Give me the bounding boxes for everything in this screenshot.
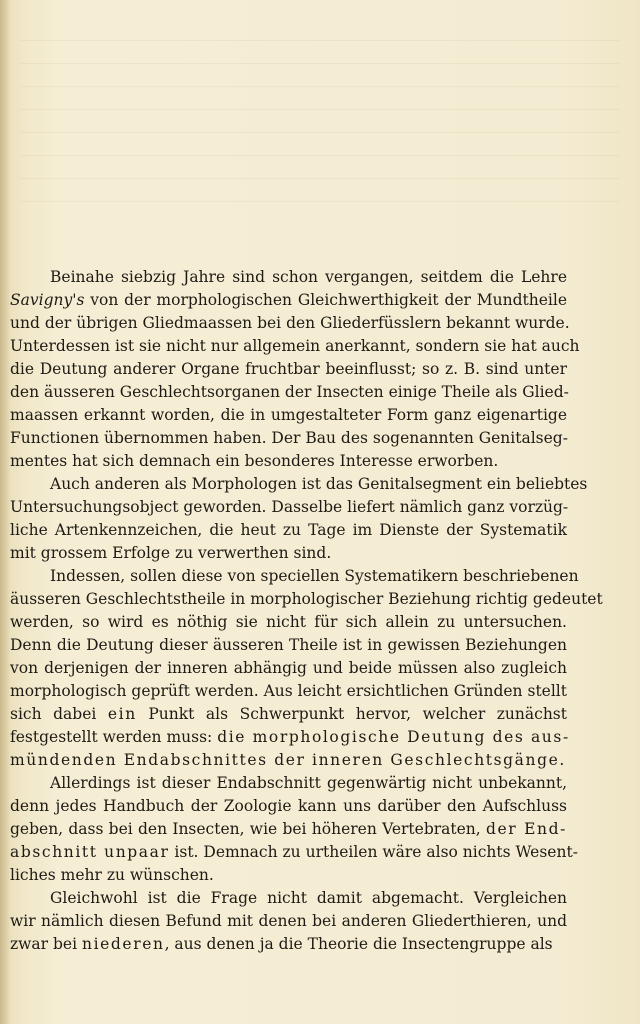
text-run: Auch anderen als Morphologen ist das Genitalsegment ein beliebtes xyxy=(50,475,588,493)
spaced-emphasis-text: niederen xyxy=(82,935,165,953)
text-line xyxy=(10,450,567,473)
text-line xyxy=(10,887,567,910)
text-run: maassen erkannt worden, die in umgestalteter Form ganz eigenartige xyxy=(10,406,567,424)
text-line xyxy=(10,749,567,772)
text-run: Untersuchungsobject geworden. Dasselbe liefert nämlich ganz vorzüg- xyxy=(10,498,569,516)
text-line xyxy=(10,910,567,933)
paragraph xyxy=(10,565,603,772)
text-run: Allerdings ist dieser Endabschnitt gegenwärtig nicht unbekannt, xyxy=(50,774,567,792)
paragraph xyxy=(10,887,567,956)
paragraph xyxy=(10,266,580,473)
text-run: Beinahe siebzig Jahre sind schon vergangen, seitdem die Lehre xyxy=(50,268,567,286)
text-run: liche Artenkennzeichen, die heut zu Tage im Dienste der Systematik xyxy=(10,521,567,539)
text-run: morphologisch geprüft werden. Aus leicht ersichtlichen Gründen stellt xyxy=(10,682,567,700)
text-run: Unterdessen ist sie nicht nur allgemein anerkannt, sondern sie hat auch xyxy=(10,337,580,355)
page-body-text xyxy=(10,266,603,956)
text-line xyxy=(10,634,567,657)
spaced-emphasis-text: mündenden Endabschnittes der inneren Geschlechtsgänge. xyxy=(10,751,566,769)
text-line xyxy=(10,680,567,703)
text-line xyxy=(10,933,567,956)
text-line xyxy=(10,496,567,519)
text-line xyxy=(10,289,567,312)
text-run: Functionen übernommen haben. Der Bau des sogenannten Genitalseg- xyxy=(10,429,568,447)
text-run: von der morphologischen Gleichwerthigkeit der Mundtheile xyxy=(84,291,567,309)
paragraph xyxy=(10,772,578,887)
text-run: Punkt als Schwerpunkt hervor, welcher zunächst xyxy=(136,705,567,723)
spaced-emphasis-text: abschnitt unpaar xyxy=(10,843,170,861)
text-line xyxy=(10,818,567,841)
text-run: mentes hat sich demnach ein besonderes Interesse erworben. xyxy=(10,452,499,470)
text-run: festgestellt werden muss: xyxy=(10,728,218,746)
text-line xyxy=(10,542,567,565)
text-line xyxy=(10,266,567,289)
text-run: die Deutung anderer Organe fruchtbar beeinflusst; so z. B. sind unter xyxy=(10,360,567,378)
text-line xyxy=(10,358,567,381)
text-line xyxy=(10,381,567,404)
text-line xyxy=(10,588,603,611)
spaced-emphasis-text: der End- xyxy=(485,820,567,838)
text-run: ist. Demnach zu urtheilen wäre also nichts Wesent- xyxy=(169,843,578,861)
text-line xyxy=(10,726,570,749)
text-line xyxy=(10,703,567,726)
spaced-emphasis-text: die morphologische Deutung des aus- xyxy=(217,728,570,746)
text-run: liches mehr zu wünschen. xyxy=(10,866,214,884)
text-line xyxy=(10,427,567,450)
text-line xyxy=(10,335,580,358)
show-through-text xyxy=(20,40,620,220)
text-line xyxy=(10,864,567,887)
paragraph xyxy=(10,473,588,565)
text-line xyxy=(10,772,567,795)
text-run: Indessen, sollen diese von speciellen Systematikern beschriebenen xyxy=(50,567,579,585)
text-run: mit grossem Erfolge zu verwerthen sind. xyxy=(10,544,332,562)
text-run: sich dabei xyxy=(10,705,108,723)
text-run: äusseren Geschlechtstheile in morphologischer Beziehung richtig gedeutet xyxy=(10,590,603,608)
text-run: und der übrigen Gliedmaassen bei den Gliederfüsslern bekannt wurde. xyxy=(10,314,570,332)
text-line xyxy=(10,795,567,818)
text-line xyxy=(10,404,567,427)
spaced-emphasis-text: ein xyxy=(107,705,137,723)
text-run: geben, dass bei den Insecten, wie bei höheren Vertebraten, xyxy=(10,820,486,838)
text-run: wir nämlich diesen Befund mit denen bei anderen Gliederthieren, und xyxy=(10,912,567,930)
text-line xyxy=(10,611,567,634)
text-run: Gleichwohl ist die Frage nicht damit abgemacht. Vergleichen xyxy=(50,889,567,907)
text-run: von derjenigen der inneren abhängig und beide müssen also zugleich xyxy=(10,659,567,677)
text-run: den äusseren Geschlechtsorganen der Insecten einige Theile als Glied- xyxy=(10,383,569,401)
text-line xyxy=(10,519,567,542)
text-run: Denn die Deutung dieser äusseren Theile ist in gewissen Beziehungen xyxy=(10,636,567,654)
page-spine-shadow xyxy=(0,0,10,1024)
text-line xyxy=(10,565,579,588)
text-line xyxy=(10,841,578,864)
text-run: zwar bei xyxy=(10,935,82,953)
text-line xyxy=(10,657,567,680)
text-run: denn jedes Handbuch der Zoologie kann uns darüber den Aufschluss xyxy=(10,797,567,815)
text-line xyxy=(10,312,570,335)
text-run: , aus denen ja die Theorie die Insectengruppe als xyxy=(164,935,553,953)
text-run: werden, so wird es nöthig sie nicht für sich allein zu untersuchen. xyxy=(10,613,567,631)
text-line xyxy=(10,473,588,496)
italic-text: Savigny's xyxy=(10,291,85,309)
